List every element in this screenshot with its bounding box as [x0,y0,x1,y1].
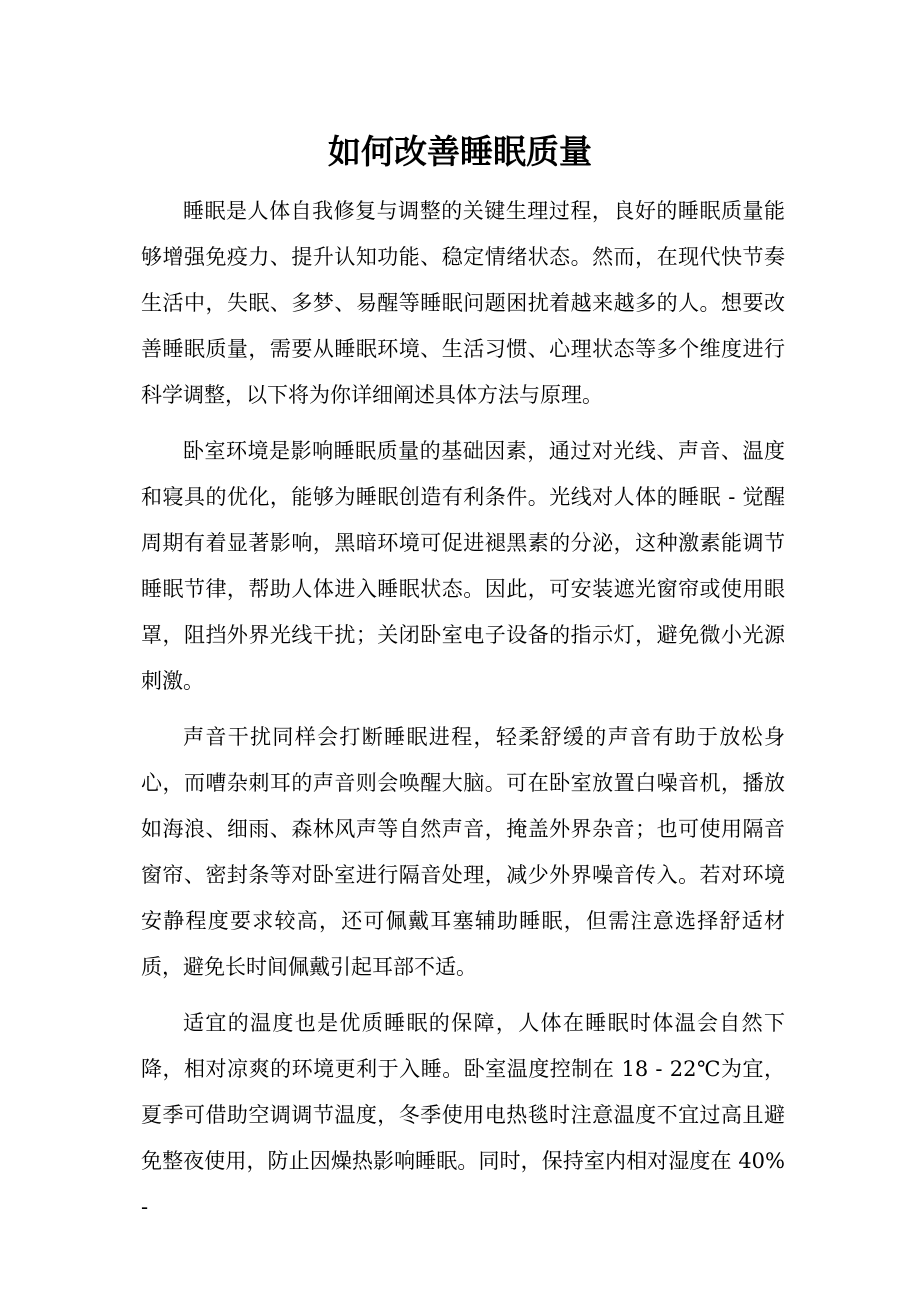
paragraph-temperature: 适宜的温度也是优质睡眠的保障，人体在睡眠时体温会自然下降，相对凉爽的环境更利于入睡。卧室温度控制在 18 - 22℃为宜，夏季可借助空调调节温度，冬季使用电热毯时注意温度不宜过高且避免整夜使用，防止因燥热影响睡眠。同时，保持室内相对湿度在 40% - [141,1011,785,1219]
paragraph-sound: 声音干扰同样会打断睡眠进程，轻柔舒缓的声音有助于放松身心，而嘈杂刺耳的声音则会唤醒大脑。可在卧室放置白噪音机，播放如海浪、细雨、森林风声等自然声音，掩盖外界杂音；也可使用隔音窗帘、密封条等对卧室进行隔音处理，减少外界噪音传入。若对环境安静程度要求较高，还可佩戴耳塞辅助睡眠，但需注意选择舒适材质，避免长时间佩戴引起耳部不适。 [141,725,785,979]
paragraph-bedroom-light: 卧室环境是影响睡眠质量的基础因素，通过对光线、声音、温度和寝具的优化，能够为睡眠创造有利条件。光线对人体的睡眠 - 觉醒周期有着显著影响，黑暗环境可促进褪黑素的分泌，这种激素能调节睡眠节律，帮助人体进入睡眠状态。因此，可安装遮光窗帘或使用眼罩，阻挡外界光线干扰；关闭卧室电子设备的指示灯，避免微小光源刺激。 [141,439,785,693]
document-body [141,188,785,1240]
document-title: 如何改善睡眠质量 [328,132,592,171]
paragraph-intro: 睡眠是人体自我修复与调整的关键生理过程，良好的睡眠质量能够增强免疫力、提升认知功能、稳定情绪状态。然而，在现代快节奏生活中，失眠、多梦、易醒等睡眠问题困扰着越来越多的人。想要改善睡眠质量，需要从睡眠环境、生活习惯、心理状态等多个维度进行科学调整，以下将为你详细阐述具体方法与原理。 [141,199,785,407]
